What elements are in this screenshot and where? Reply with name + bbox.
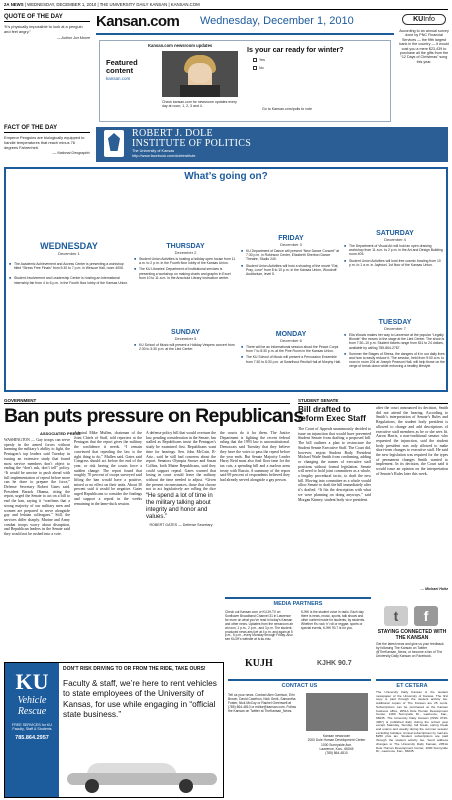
gov-col4: the courts do it for them. The Justice Department is fighting the recent federal ruling that the 1993 law is unconstitutional. Democrats said Tuesday that they believe they have the votes to pass the repeal before the year ends. But Senate Majority Leader Harry Reid must also find floor time for the tax cuts, a spending bill and a nuclear arms treaty with Russia. A summary of the report said 69 percent of respondents believed they had already served alongside a gay person. xyxy=(220,431,290,483)
event: ■ Student Union Activities is hosting a holiday open house from 11 a.m. to 2 p.m. in the Fourth floor lobby of the Kansas Union. xyxy=(134,257,237,265)
addr-line1: Kansan newsroom xyxy=(322,734,351,738)
student-headline: Bill drafted to reform Exec Staff xyxy=(298,405,366,423)
fact-box xyxy=(4,125,90,156)
event: ■ Ella Woods makes her way to Lawrence at the popular “Legally Blonde” film moves to the stage at the Lied Center. The show is from 7:30–10 p.m. Student tickets range from $11 to 24 dollars, available by calling 785-864-2787. xyxy=(344,333,446,350)
wg-title: What’s going on? xyxy=(184,171,268,182)
addr-line2: 2000 Dole Human Development Center xyxy=(307,738,366,743)
media-text1: Check out Kansan.com or KUJH-TV on Sunflower Broadband Channel 31 in Lawrence for more on what you’ve read in today’s Kansan and other news. Updates from the newsroom air at noon, 1 p.m., 2 p.m., and 3 p.m. The student-produced news airs live at 4 p.m. and again at 5 p.m., 6 p.m., every Monday through Friday. Also see KUJH’s website at tv.ku.edu. xyxy=(225,610,294,642)
etcetera-text: The University Daily Kansan is the student newspaper of the University of Kansas. The first copy is paid through the student activity fee. Additional copies of The Kansan are 25 cents. Subscriptions can be purchased at the Kansan business office, 2051A Dole Human Development Center, 1000 Sunnyside Dr., Lawrence, Kan., 66045. The University Daily Kansan (ISSN 0746-4967) is published daily during the school year except Saturday, Sunday, fall break, spring break and exams and weekly during the summer session excluding holidays. Annual subscriptions by mail are $250 plus tax. Student subscriptions are paid through the student activity fee. Send address changes to The University Daily Kansan, 2051A Dole Human Development Center, 1000 Sunnyside Dr., Lawrence, Kan., 66045. xyxy=(376,690,448,754)
facebook-icon[interactable]: f xyxy=(414,606,438,626)
event: ■ KU School of Music will present a Holiday Vespers concert from 2:30 to 3:30 p.m. at the Lied Center. xyxy=(134,343,237,351)
gov-col3-top: A defense policy bill that would overturn the law, pending consideration in the Senate, has stalled as Republicans insist the Pentagon’s study be examined first. Republicans want time for hearings. Sen. John McCain, R-Ariz., said he still had concerns about the report. Senators Olympia Snowe and Susan Collins, both Maine Republicans, said they could support repeal. Gates warned that losing in court would leave the military without the time needed to adjust. “Given the present circumstances, those that choose not to act legislatively are rolling the dice xyxy=(146,431,216,491)
fri-title: FRIDAY xyxy=(278,235,304,242)
pull-quote-source: ROBERT GATES — Defense Secretary xyxy=(149,523,213,527)
sun-title: SUNDAY xyxy=(171,329,200,336)
day-friday xyxy=(241,235,341,276)
event: ■ KU Department of Dance will present “New Dance Concert” at 7:30 p.m. in Robinson Center, Elizabeth Sherbon Dance Theatre, Studio 240. xyxy=(241,249,341,262)
no-radio[interactable] xyxy=(253,66,257,70)
event: ■ The KU School of Music will present a Percussion Ensemble from 7:30 to 8:30 p.m. at Swarthout Recital Hall at Murphy Hall. xyxy=(241,355,341,363)
media-box xyxy=(225,597,371,675)
dole-name: ROBERT J. DOLE xyxy=(132,128,213,139)
thu-date: December 2 xyxy=(174,250,197,255)
fact-heading: FACT OF THE DAY xyxy=(4,125,90,133)
ad-phone[interactable]: 785.864.2957 xyxy=(15,735,49,742)
day-saturday xyxy=(344,230,446,267)
featured-site: kansan.com xyxy=(106,76,131,81)
car-graphic xyxy=(67,763,217,791)
tue-date: December 7 xyxy=(384,326,406,331)
folio-date: WEDNESDAY, DECEMBER 1, 2010 xyxy=(27,2,97,7)
pull-quote xyxy=(146,493,216,545)
fact-source: — National Geographic xyxy=(52,151,90,156)
contact-address xyxy=(302,693,371,755)
masthead-date: Wednesday, December 1, 2010 xyxy=(200,15,354,27)
thu-title: THURSDAY xyxy=(166,243,205,250)
event: ■ Student Union Activities will host a showing of the movie “Eat, Pray, Love” from 8 to 10 p.m. in the Kansas Union, Woodruff Auditorium, level 5. xyxy=(241,264,341,277)
kuinfo-logo xyxy=(402,14,446,25)
tue-title: TUESDAY xyxy=(378,319,412,326)
featured-label xyxy=(106,59,138,75)
folio-site: KANSAN.COM xyxy=(170,2,200,7)
kansan-masthead xyxy=(96,12,394,32)
gov-headline: Ban puts pressure on Republicans xyxy=(4,405,304,427)
dole-url[interactable]: http://www.facebook.com/doleinstitute xyxy=(132,154,196,158)
sat-date: December 4 xyxy=(384,237,406,242)
wed-date: December 1 xyxy=(58,251,80,256)
gov-col2: Admiral Mike Mullen, chairman of the Joint Chiefs of Staff, told reporters at the Pentagon that the report gives the military the confidence it needs. “I remain convinced that repealing the law is the right thing to do,” Mullen said. Gates said Congress should act before the end of the year, or risk having the courts force a sudden change. The report found that roughly 70 percent of troops surveyed said lifting the ban would have a positive, mixed or no effect on their units. About 30 percent said it would be negative. Gates urged Republicans to consider the findings and support a repeal in the weeks remaining in the lame-duck session. xyxy=(74,431,142,506)
kuinfo-ku: KU xyxy=(413,16,424,23)
vote-yes[interactable] xyxy=(253,58,265,62)
addr-line3: 1000 Sunnyside Ave. xyxy=(321,742,352,747)
student-label: STUDENT SENATE xyxy=(298,398,448,404)
twitter-icon[interactable]: t xyxy=(384,606,408,626)
whats-going-on xyxy=(4,167,448,392)
kjhk-logo[interactable]: KJHK 90.7 xyxy=(317,660,352,667)
vote-title: Is your car ready for winter? xyxy=(247,45,344,54)
student-body: The Court of Appeals unanimously decided to issue an injunction that would have prevented Student Senate from drafting a proposed bill. The bill outlines a plan to restructure the Student Senate Executive Staff. The Court did, however, enjoin Student Body President Michael Wade Smith from confirming, adding or changing the names of executive staff positions without formal legislation. Senate will need to hold joint committees as a whole, a lengthy procedural tactic, to draft the new bill. Moving into committee as a whole would allow Senate to draft the bill immediately after it’s drafted. “It fits the description with what we were planning on doing anyways,” said Morgan Kinney, student body vice president. xyxy=(298,427,371,502)
social-title: STAYING CONNECTED WITH THE KANSAN xyxy=(377,629,447,641)
gov-byline: ASSOCIATED PRESS xyxy=(40,431,81,436)
kansan-logo: Kansan.com xyxy=(96,13,180,30)
featured-line2: content xyxy=(106,66,134,75)
sat-title: SATURDAY xyxy=(376,230,414,237)
gov-col1: WASHINGTON — Gay troops can serve openly in the armed forces without harming the military’s ability to fight, the Pentagon’s top leaders said Tuesday in issuing an extensive study that found most service members don’t object to ending the “don’t ask, don’t tell” policy. “It would be unwise to push ahead with full implementation of repeal before more can be done to prepare the force,” Defense Secretary Robert Gates said. President Barack Obama, citing the report, urged the Senate to act on a bill to end the ban, saying it “confirms that a strong majority of our military men and women are prepared to serve alongside gay and lesbian colleagues.” Still, the services differ sharply. Marine and Army combat troops worry about disruption, and Republican leaders in the Senate said they would not be rushed into a vote. xyxy=(4,438,70,537)
addr-phone: (785) 864-4810 xyxy=(325,751,348,756)
etcetera-title: ET CETERA xyxy=(396,683,428,689)
day-tuesday xyxy=(344,319,446,369)
media-title: MEDIA PARTNERS xyxy=(273,601,323,607)
no-label: No xyxy=(259,66,264,70)
day-thursday xyxy=(134,243,237,280)
ad-body: Faculty & staff, we’re here to rent vehicles to state employees of the University of Kansas, for use while engaging in “official state business.” xyxy=(63,678,217,719)
video-player[interactable] xyxy=(162,51,238,97)
ad-ku: KU xyxy=(15,669,49,694)
video-caption: Check kansan.com for newsroom updates every day at noon, 1, 2, 3 and 4. xyxy=(162,100,237,109)
ad-rescue: Rescue xyxy=(17,706,47,717)
quote-text: “It’s physically impossible to look at a penguin and feel angry.” xyxy=(4,24,83,34)
event: ■ The Academic Achievement and Access Center is presenting a workshop titled “Stress Free Finals” from 5:30 to 7 p.m. in Wescoe Hall, room 4006. xyxy=(9,262,129,270)
kuinfo-box xyxy=(399,14,449,124)
kuinfo-text: According to an annual survey done by PNC Financial Services — the fifth largest bank in the country — it would cost you a mere $23,439 to purchase all the gifts from the “12 Days of Christmas” song this year. xyxy=(399,29,449,64)
gov-label: GOVERNMENT xyxy=(4,398,290,404)
student-col2: after the court announced its decision, Smith did not attend the hearing. According to Smith’s interpretation of Senate’s Rules and Regulations, the student body president is allowed to change and add descriptions of executive staff members as he or she sees fit. Aaron Harris, a non-traditional senator who requested the injunction, said the student body president was only allowed to make short-term changes to executive staff. He said the new legislation was required for the types of permanent changes Smith wanted to implement. In its decision, the Court said it would issue an opinion on the interpretation of Senate’s Rules later this week. xyxy=(376,406,448,476)
folio-section: NEWS xyxy=(10,2,24,7)
dole-university: The University of Kansas xyxy=(132,149,175,153)
etcetera-box xyxy=(376,679,448,797)
ad-vehicle: Vehicle xyxy=(17,695,47,706)
vote-no[interactable] xyxy=(253,66,264,70)
kujh-logo[interactable]: KUJH xyxy=(245,658,273,669)
featured-line1: Featured xyxy=(106,58,138,67)
event: ■ Student Union Activities will host free cosmic bowling from 10 p.m. to 1 a.m. in Jaybowl, 1st floor of the Kansas Union. xyxy=(344,259,446,267)
ad-headline: DON’T RISK DRIVING TO OR FROM THE RIDE, TAKE OURS! xyxy=(63,666,206,672)
event: ■ The Department of Visual Art will hold an open drawing workshop from 11 a.m. to 2 p.m. in the Art and Design Building room 405. xyxy=(344,244,446,257)
rental-ad[interactable] xyxy=(4,662,224,798)
masthead-rule xyxy=(96,33,394,35)
yes-radio[interactable] xyxy=(253,58,257,62)
day-monday xyxy=(241,331,341,364)
sun-date: December 5 xyxy=(174,336,197,341)
media-text2: KJHK is the student voice in radio. Each day there is news, music, sports, talk shows and other content made for students, by students. Whether it’s rock ‘n’ roll or reggae, sports or special events, KJHK 90.7 is for you. xyxy=(301,610,365,630)
event: ■ There will be an informational session about the Peace Corps from 7 to 8:30 p.m. at the Pine Room in the Kansas Union. xyxy=(241,345,341,353)
folio-paper: THE UNIVERSITY DAILY KANSAN xyxy=(99,2,168,7)
event: ■ Student Involvement and Leadership Center is hosting an international internship fair from 4 to 6 p.m. in the Fourth floor lobby of the Kansas Union. xyxy=(9,276,129,284)
video-title: Kansan.com newsroom updates xyxy=(148,43,213,48)
fri-date: December 3 xyxy=(280,242,302,247)
ad-info: FREE SERVICES for KU Faculty, Staff & Students xyxy=(12,723,52,732)
social-text: Get the latest news and give us your feedback by following The Kansan on Twitter @TheKansan_News, or become a fan of The University Daily Kansan on Facebook. xyxy=(376,642,444,658)
contact-text: Tell us your news. Contact Alex Garrison, Erin Brown, David Cawthon, Nick Gerik, Samantha Foster, Nick McCoy or Rachel Greenwell at (785) 864-4810 or editor@kansan.com. Follow the Kansan on Twitter at TheKansan_News. xyxy=(228,693,297,713)
contact-box xyxy=(228,679,371,797)
kuinfo-word: Info xyxy=(423,16,435,23)
social-box xyxy=(376,606,448,676)
ad-logo-block xyxy=(5,663,59,797)
event: ■ Summer the Stages of Stress, the dangers of it in our daily lives and how to easily reduce it. The session, held from 9:00 a.m. to noon in room 204 at Joseph Pearson Hall, will help those on the verge of break down while enforcing a healthy lifestyle. xyxy=(344,352,446,369)
event: ■ The KU Libraries’ Department of Institutional services is presenting a workshop on making charts and graphs in Excel from 10 to 11 a.m. in the Anschutz Library instruction center. xyxy=(134,267,237,280)
student-sign: — Michael Holtz xyxy=(420,587,448,591)
vote-link[interactable]: Go to Kansan.com/polls to vote xyxy=(262,107,312,111)
dole-banner[interactable] xyxy=(96,127,448,162)
day-sunday xyxy=(134,329,237,351)
addr-line4: Lawrence, Kan., 66045 xyxy=(319,746,354,751)
video-box xyxy=(99,40,391,122)
pull-quote-text: “He spend a lot of time in the military talking about integrity and honor and values.” xyxy=(146,493,213,520)
folio: 2A NEWS | WEDNESDAY, DECEMBER 1, 2010 | THE UNIVERSITY DAILY KANSAN | KANSAN.COM xyxy=(4,2,448,10)
mon-title: MONDAY xyxy=(275,331,307,338)
folio-page: 2A xyxy=(4,2,10,7)
dole-institute: INSTITUTE OF POLITICS xyxy=(132,138,252,149)
quote-box xyxy=(4,14,90,40)
contact-title: CONTACT US xyxy=(281,683,318,689)
yes-label: Yes xyxy=(259,58,265,62)
quote-heading: QUOTE OF THE DAY xyxy=(4,14,90,22)
wed-title: WEDNESDAY xyxy=(40,241,98,251)
mon-date: December 6 xyxy=(280,338,302,343)
building-photo xyxy=(306,693,368,731)
day-wednesday xyxy=(9,241,129,285)
fact-text: Emperor Penguins are biologically equipped to handle temperatures that reach minus 76 degrees Fahrenheit. xyxy=(4,135,85,150)
quote-source: — Author Jon Moore xyxy=(56,35,90,40)
